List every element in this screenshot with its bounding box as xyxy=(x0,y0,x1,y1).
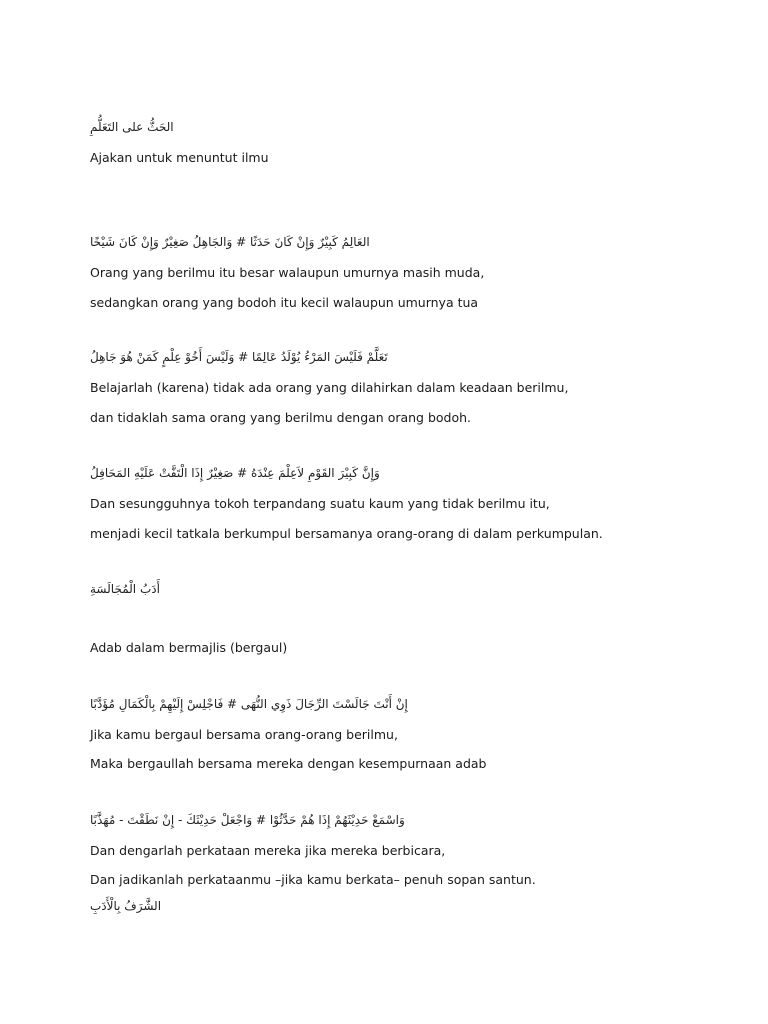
verse-translation-5a: Dan dengarlah perkataan mereka jika mereka berbicara, xyxy=(90,843,446,858)
verse-translation-1b: sedangkan orang yang bodoh itu kecil walaupun umurnya tua xyxy=(90,295,479,310)
verse-translation-3b: menjadi kecil tatkala berkumpul bersamanya orang-orang di dalam perkumpulan. xyxy=(90,526,603,541)
heading-translation-adab: Adab dalam bermajlis (bergaul) xyxy=(90,640,288,655)
verse-translation-3a: Dan sesungguhnya tokoh terpandang suatu kaum yang tidak berilmu itu, xyxy=(90,496,550,511)
heading-arabic-adab: أَدَبُ الْمُجَالَسَةِ xyxy=(90,582,160,596)
verse-translation-2b: dan tidaklah sama orang yang berilmu dengan orang bodoh. xyxy=(90,410,472,425)
heading-arabic-honor: الشَّرَفُ بِالْأَدَبِ xyxy=(90,899,162,913)
verse-arabic-4: إِنْ أَنْتَ جَالَسْتَ الرِّجَالَ ذَوِي النُّهَى # فَاجْلِسْ إِلَيْهِمْ بِالْكَمَالِ مُؤَدَّبًا xyxy=(90,697,408,711)
verse-translation-5b: Dan jadikanlah perkataanmu –jika kamu berkata– penuh sopan santun. xyxy=(90,872,536,887)
verse-translation-1a: Orang yang berilmu itu besar walaupun umurnya masih muda, xyxy=(90,265,485,280)
verse-translation-4b: Maka bergaullah bersama mereka dengan kesempurnaan adab xyxy=(90,756,487,771)
verse-translation-4a: Jika kamu bergaul bersama orang-orang berilmu, xyxy=(90,727,398,742)
verse-arabic-1: العَالِمُ كَبِيْرٌ وَإِنْ كَانَ حَدَثًا # وَالجَاهِلُ صَغِيْرٌ وَإِنْ كَانَ شَيْخًا xyxy=(90,235,370,249)
verse-arabic-5: وَاسْمَعْ حَدِيْثَهُمْ إِذَا هُمْ حَدَّثُوْا # وَاجْعَلْ حَدِيْثَكَ - إِنْ نَطَقْتَ - مُهَذَّبًا xyxy=(90,813,405,827)
verse-translation-2a: Belajarlah (karena) tidak ada orang yang dilahirkan dalam keadaan berilmu, xyxy=(90,380,569,395)
verse-arabic-3: وَإِنَّ كَبِيْرَ القَوْمِ لاَعِلْمَ عِنْدَهُ # صَغِيْرٌ إِذَا الْتَفَّتْ عَلَيْهِ المَحَافِلُ xyxy=(90,466,380,480)
verse-arabic-2: تَعَلَّمْ فَلَيْسَ المَرْءُ يُوْلَدُ عَالِمًا # وَلَيْسَ أَخُوْ عِلْمٍ كَمَنْ هُوَ جَاهِلُ xyxy=(90,350,388,364)
heading-translation-encouragement: Ajakan untuk menuntut ilmu xyxy=(90,150,269,165)
heading-arabic-encouragement: الحَثُّ على التَعَلُّمِ xyxy=(90,120,174,134)
